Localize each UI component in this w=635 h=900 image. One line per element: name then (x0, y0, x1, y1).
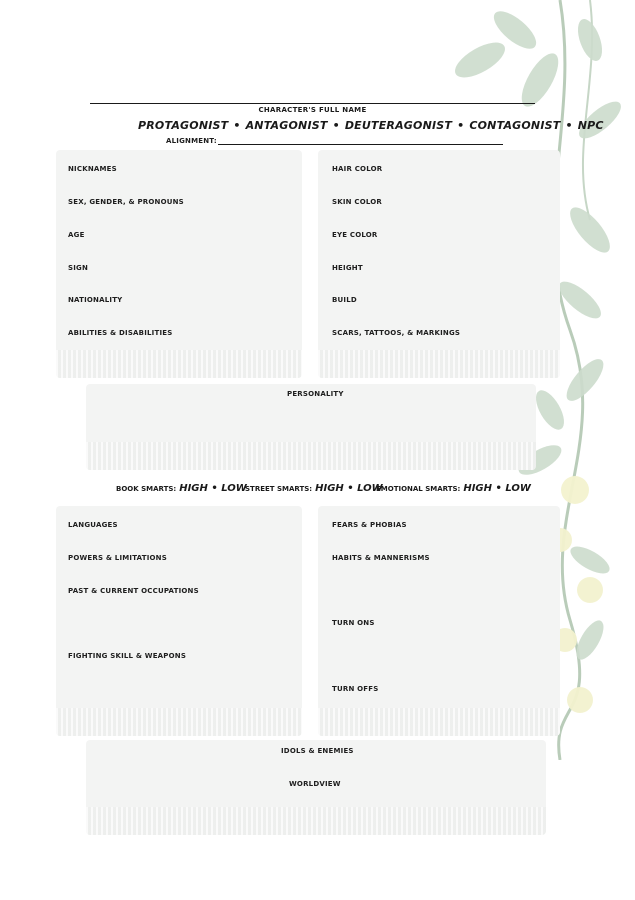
field-worldview[interactable]: WORLDVIEW (289, 780, 341, 788)
field-powers-limitations[interactable]: POWERS & LIMITATIONS (68, 554, 167, 562)
alignment-line[interactable] (218, 144, 503, 145)
full-name-line (90, 103, 535, 104)
role-antagonist[interactable]: ANTAGONIST (245, 119, 328, 132)
appearance-left-panel (56, 150, 302, 378)
field-turn-ons[interactable]: TURN ONS (332, 619, 375, 627)
field-nationality[interactable]: NATIONALITY (68, 296, 123, 304)
field-turn-offs[interactable]: TURN OFFS (332, 685, 379, 693)
book-smarts[interactable]: BOOK SMARTS: HIGH • LOW (116, 483, 247, 494)
field-fighting-skill-weapons[interactable]: FIGHTING SKILL & WEAPONS (68, 652, 187, 660)
field-build[interactable]: BUILD (332, 296, 357, 304)
field-height[interactable]: HEIGHT (332, 264, 363, 272)
role-options: PROTAGONIST • ANTAGONIST • DEUTERAGONIST • CONTAGONIST • NPC (138, 119, 604, 132)
field-occupations[interactable]: PAST & CURRENT OCCUPATIONS (68, 587, 199, 595)
field-abilities-disabilities[interactable]: ABILITIES & DISABILITIES (68, 329, 173, 337)
field-nicknames[interactable]: NICKNAMES (68, 165, 117, 173)
street-smarts[interactable]: STREET SMARTS: HIGH • LOW (245, 483, 383, 494)
field-languages[interactable]: LANGUAGES (68, 521, 118, 529)
role-deuteragonist[interactable]: DEUTERAGONIST (344, 119, 453, 132)
skills-left-panel (56, 506, 302, 736)
field-hair-color[interactable]: HAIR COLOR (332, 165, 383, 173)
role-contagonist[interactable]: CONTAGONIST (469, 119, 561, 132)
emotional-smarts[interactable]: EMOTIONAL SMARTS: HIGH • LOW (376, 483, 531, 494)
field-skin-color[interactable]: SKIN COLOR (332, 198, 383, 206)
alignment-label: ALIGNMENT: (166, 137, 217, 145)
field-sex-gender-pronouns[interactable]: SEX, GENDER, & PRONOUNS (68, 198, 184, 206)
field-idols-enemies[interactable]: IDOLS & ENEMIES (281, 747, 354, 755)
role-npc[interactable]: NPC (577, 119, 604, 132)
full-name-label: CHARACTER'S FULL NAME (258, 106, 367, 114)
field-scars-tattoos-markings[interactable]: SCARS, TATTOOS, & MARKINGS (332, 329, 461, 337)
field-eye-color[interactable]: EYE COLOR (332, 231, 378, 239)
field-sign[interactable]: SIGN (68, 264, 89, 272)
field-fears-phobias[interactable]: FEARS & PHOBIAS (332, 521, 407, 529)
field-habits-mannerisms[interactable]: HABITS & MANNERISMS (332, 554, 430, 562)
field-age[interactable]: AGE (68, 231, 85, 239)
field-personality[interactable]: PERSONALITY (287, 390, 344, 398)
role-protagonist[interactable]: PROTAGONIST (138, 119, 229, 132)
